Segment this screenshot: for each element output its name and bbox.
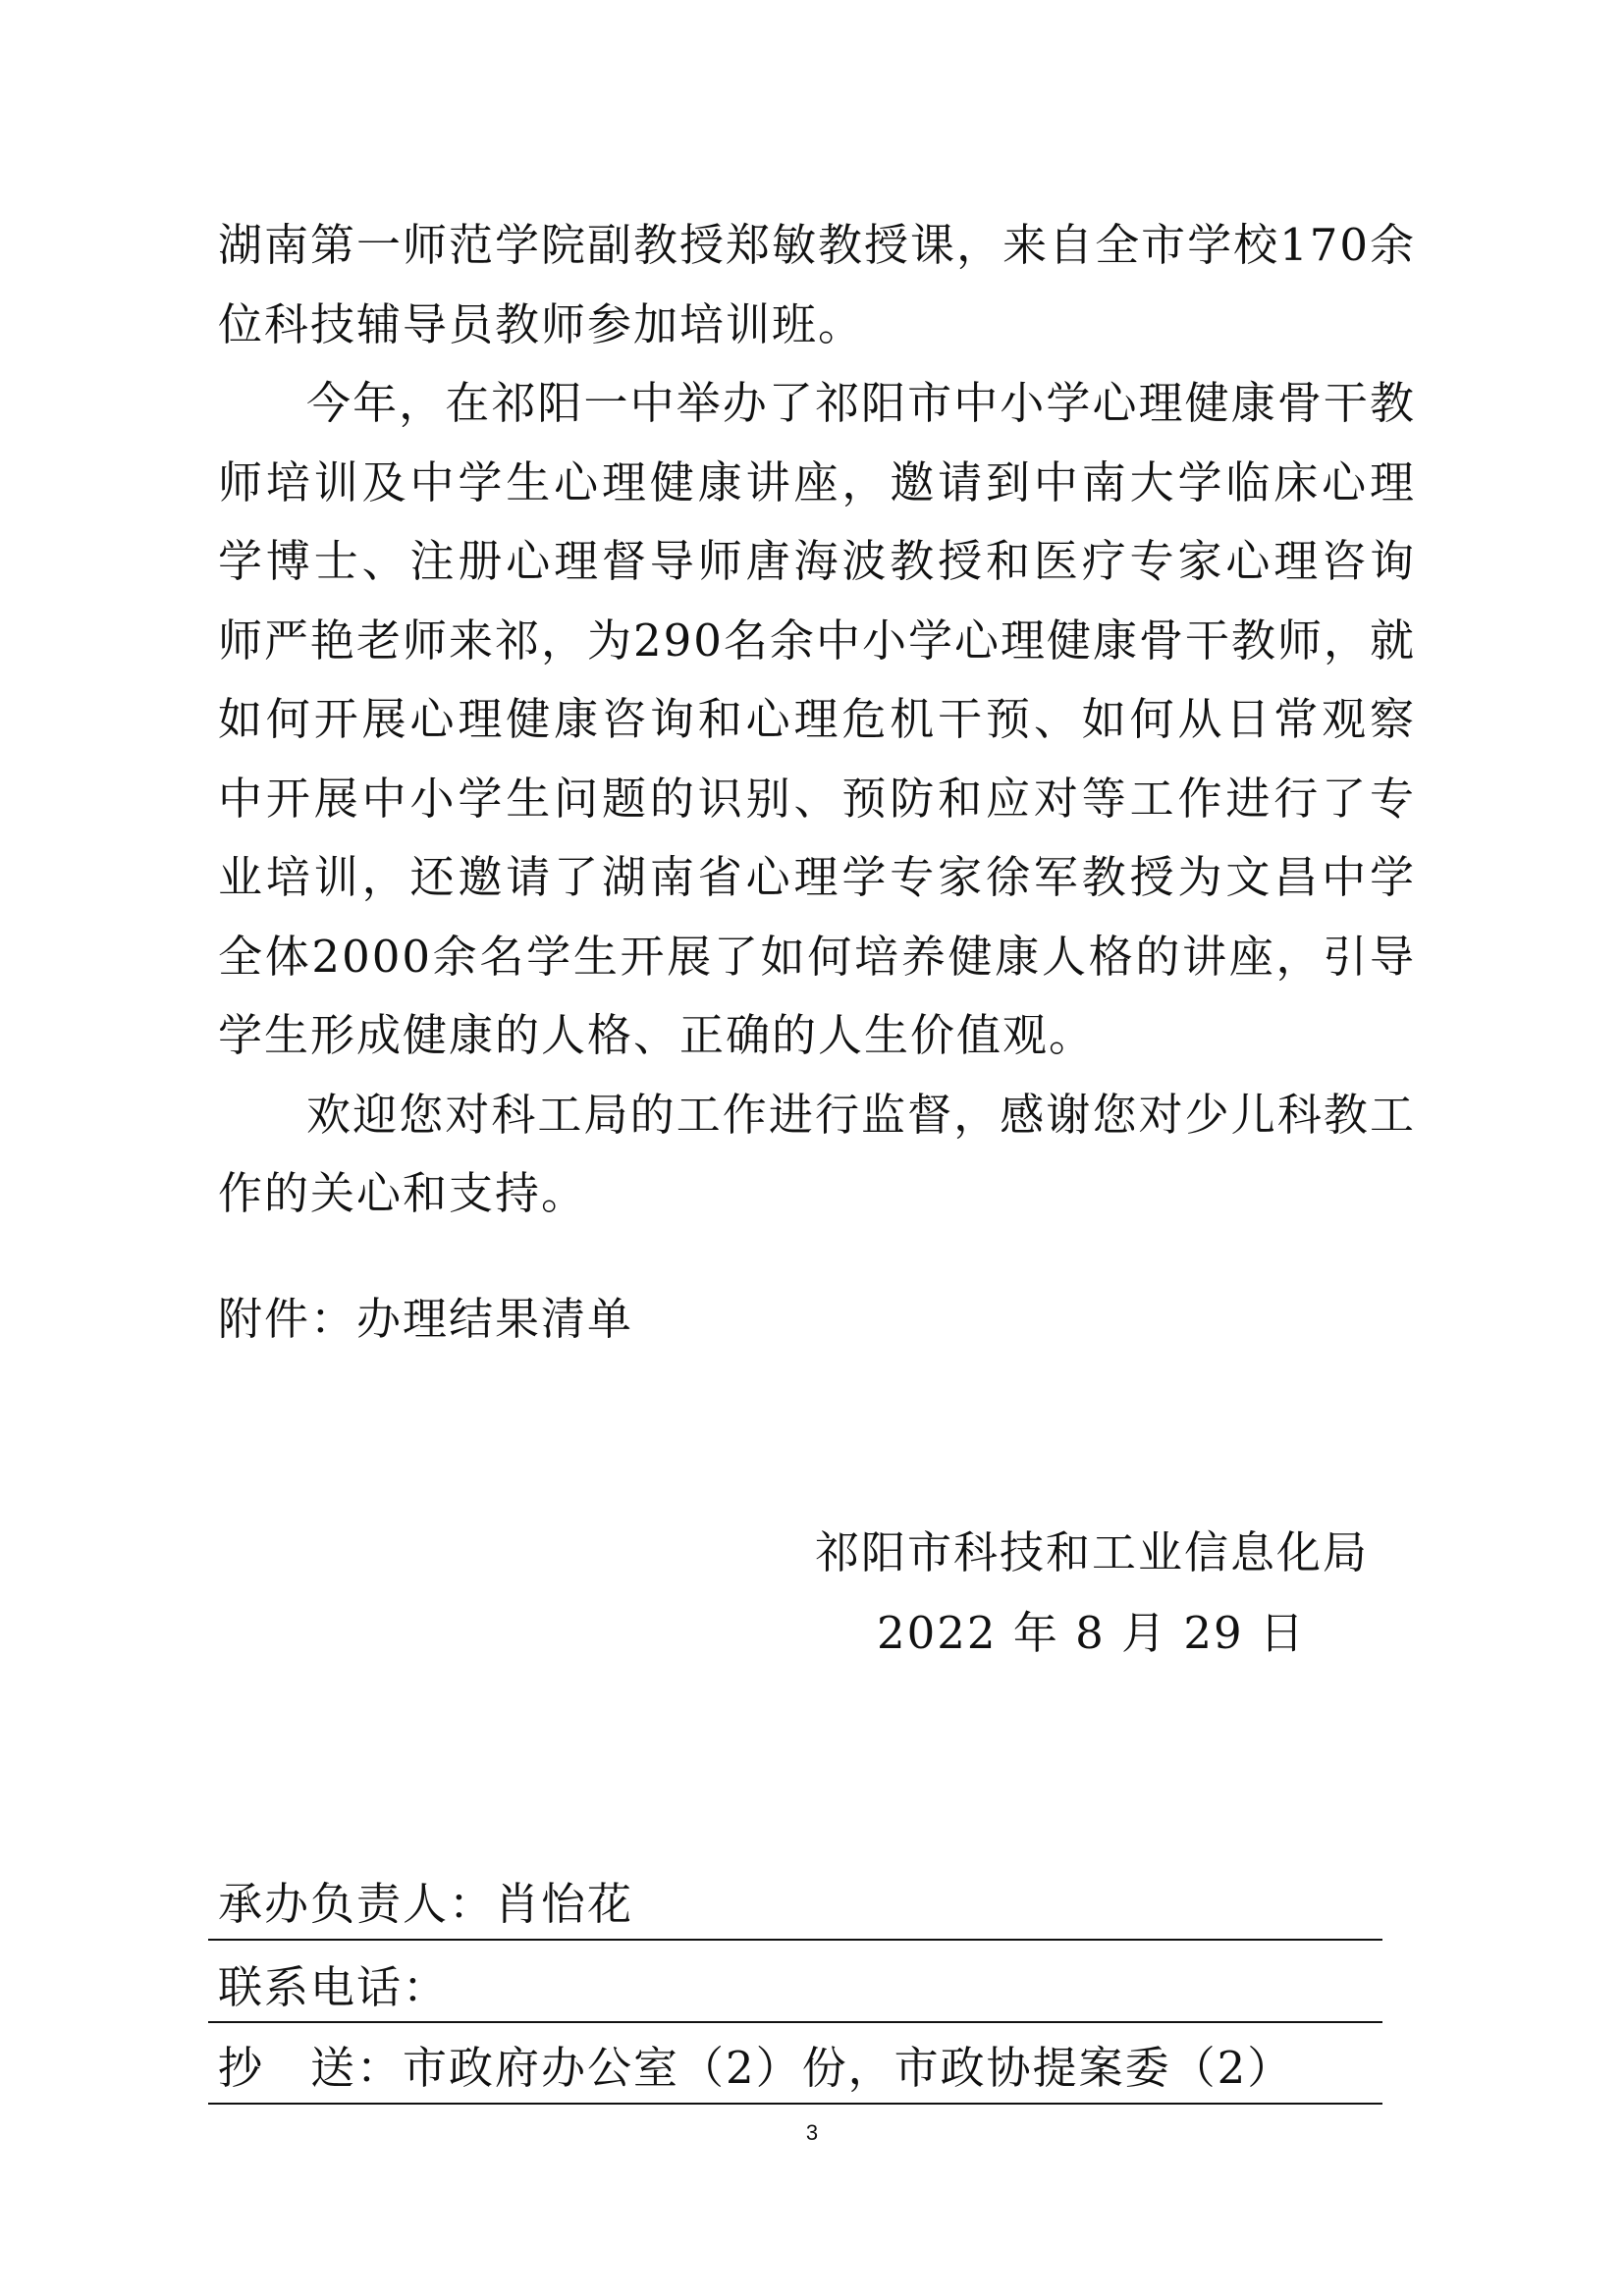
footer-divider <box>208 2103 1382 2105</box>
paragraph-closing: 欢迎您对科工局的工作进行监督，感谢您对少儿科教工作的关心和支持。 <box>218 1088 1416 1219</box>
phone-line: 联系电话： <box>218 1961 450 2013</box>
signing-organization: 祁阳市科技和工业信息化局 <box>815 1526 1370 1578</box>
paragraph-continued: 湖南第一师范学院副教授郑敏教授课，来自全市学校170余位科技辅导员教师参加培训班。 <box>218 219 1416 350</box>
body-text <box>218 206 1416 1234</box>
handler-line: 承办负责人：肖怡花 <box>218 1878 634 1930</box>
page-number: 3 <box>805 2120 819 2145</box>
attachment-line: 附件：办理结果清单 <box>218 1293 634 1345</box>
footer-divider <box>208 2021 1382 2023</box>
paragraph-training: 今年，在祁阳一中举办了祁阳市中小学心理健康骨干教师培训及中学生心理健康讲座，邀请到中南大学临床心理学博士、注册心理督导师唐海波教授和医疗专家心理咨询师严艳老师来祁，为290名余中小学心理健康骨干教师，就如何开展心理健康咨询和心理危机干预、如何从日常观察中开展中小学生问题的识别、预防和应对等工作进行了专业培训，还邀请了湖南省心理学专家徐军教授为文昌中学全体2000余名学生开展了如何培养健康人格的讲座，引导学生形成健康的人格、正确的人生价值观。 <box>218 377 1416 1061</box>
footer-divider <box>208 1939 1382 1941</box>
signing-date: 2022 年 8 月 29 日 <box>877 1607 1306 1659</box>
cc-line: 抄 送：市政府办公室（2）份，市政协提案委（2） <box>218 2042 1294 2094</box>
